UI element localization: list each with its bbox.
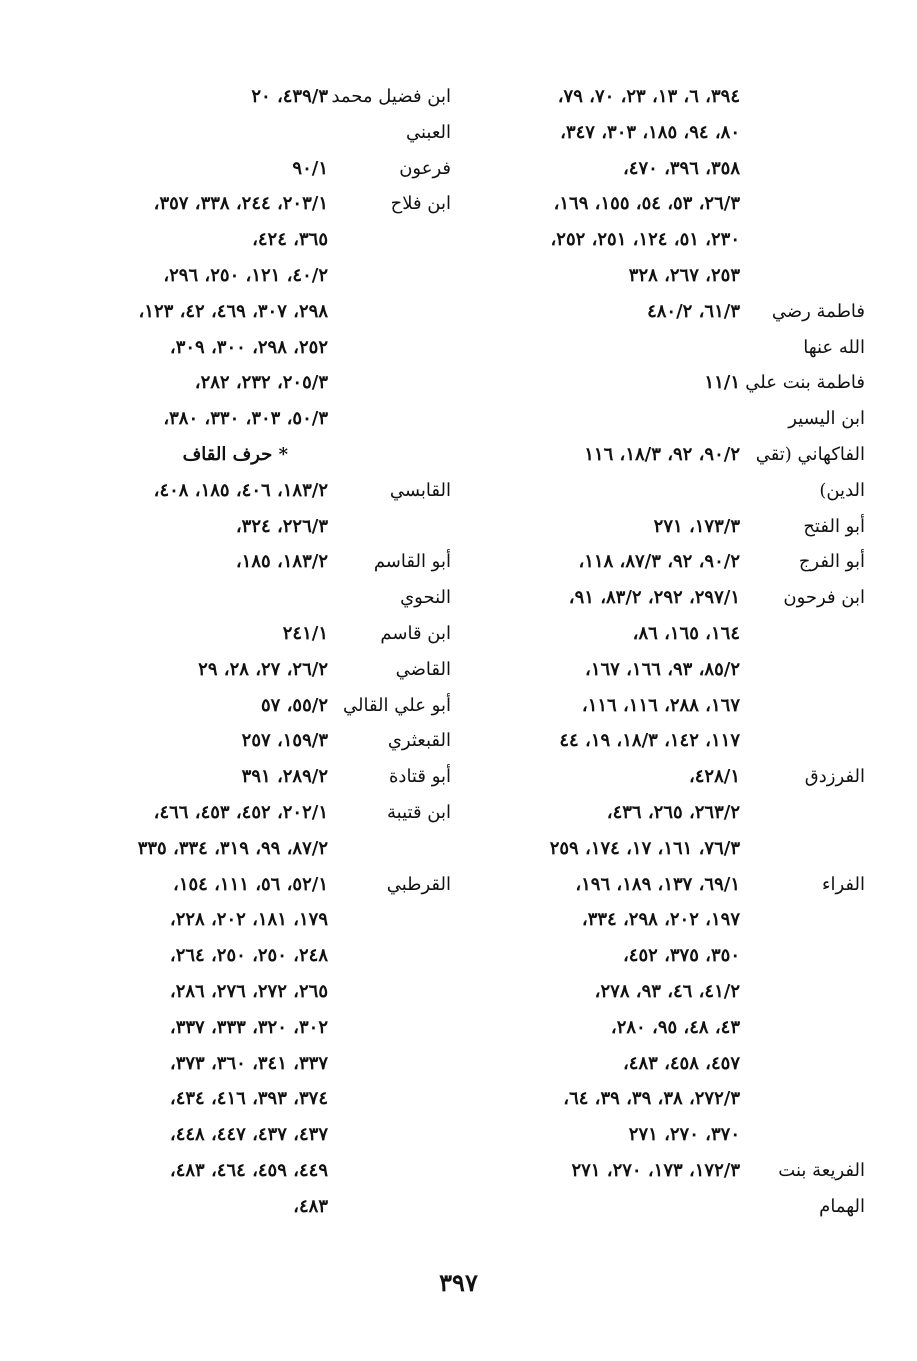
index-entry-refs: ٣٧٠، ٢٧٠، ٢٧١ — [628, 1124, 740, 1146]
index-entry-name: النحوي — [400, 587, 451, 609]
index-entry-name: القبعثري — [387, 730, 451, 752]
index-entry-refs: ١٩٧، ٢٠٢، ٢٩٨، ٣٣٤، — [581, 909, 740, 931]
index-entry-name: القابسي — [389, 479, 451, 501]
index-entry-name: أبو القاسم — [373, 551, 451, 573]
index-entry-refs: ٢٩٨، ٣٠٧، ٤٦٩، ٤٢، ١٢٣، — [138, 300, 328, 322]
index-entry-name: الدين) — [819, 479, 865, 501]
index-entry-refs: ٦١/٣، ٤٨٠/٢ — [647, 300, 740, 322]
index-entry-name: ابن فرحون — [783, 587, 865, 609]
index-entry-refs: ٧٦/٣، ١٦١، ١٧، ١٧٤، ٢٥٩ — [549, 837, 740, 859]
index-entry-refs: ٣٠٢، ٣٢٠، ٣٣٣، ٣٣٧، — [169, 1016, 328, 1038]
index-entry-refs: ١٨٣/٢، ٤٠٦، ١٨٥، ٤٠٨، — [153, 479, 328, 501]
index-entry-name: أبو الفرج — [798, 551, 865, 573]
index-entry-name: فاطمة بنت علي — [745, 372, 865, 394]
index-entry-refs: ٢٢٦/٣، ٣٢٤، — [235, 515, 328, 537]
index-entry-refs: ٢٥٣، ٢٦٧، ٣٢٨ — [628, 265, 740, 286]
index-entry-refs: ٢٤١/١ — [282, 623, 328, 644]
index-entry-name: أبو قتادة — [389, 766, 451, 788]
index-entry-refs: ٢٦/٣، ٥٣، ٥٤، ١٥٥، ١٦٩، — [553, 193, 740, 215]
index-entry-refs: ٢٧٢/٣، ٣٨، ٣٩، ٣٩، ٦٤، — [563, 1088, 740, 1110]
index-entry-refs: ٤٨٣، — [293, 1195, 328, 1217]
index-entry-refs: ٤٥٧، ٤٥٨، ٤٨٣، — [622, 1052, 740, 1074]
index-entry-name: ابن قتيبة — [387, 802, 451, 823]
index-entry-refs: ١٥٩/٣، ٢٥٧ — [241, 730, 328, 752]
index-entry-refs: ١٦٧، ٢٨٨، ١١٦، ١١٦، — [581, 694, 740, 716]
index-entry-refs: ٩٠/١ — [292, 157, 328, 179]
index-entry-name: العبني — [405, 121, 451, 143]
index-entry-refs: ٤٤٩، ٤٥٩، ٤٦٤، ٤٨٣، — [169, 1160, 328, 1181]
index-entry-refs: ٣٥٠، ٣٧٥، ٤٥٢، — [622, 945, 740, 967]
index-entry-refs: ٢٨٩/٢، ٣٩١ — [241, 766, 328, 788]
index-entry-refs: ٣٩٤، ٦، ١٣، ٢٣، ٧٠، ٧٩، — [557, 86, 740, 107]
index-entry-refs: ٣٦٥، ٤٢٤، — [252, 229, 328, 251]
index-entry-refs: ٤٢٨/١، — [688, 766, 740, 788]
index-entry-refs: ٩٠/٢، ٩٢، ١٨/٣، ١١٦ — [584, 444, 740, 465]
index-entry-name: ابن اليسير — [788, 408, 865, 430]
index-entry-refs: ٤٣٧، ٤٣٧، ٤٤٧، ٤٤٨، — [169, 1124, 328, 1146]
index-entry-name: القاضي — [395, 658, 451, 680]
index-entry-name: ابن قاسم — [380, 623, 451, 644]
index-entry-name: الله عنها — [803, 336, 865, 358]
index-entry-refs: ٥٠/٣، ٣٠٣، ٣٣٠، ٣٨٠، — [163, 408, 328, 430]
index-entry-refs: ٨٧/٢، ٩٩، ٣١٩، ٣٣٤، ٣٣٥ — [137, 837, 328, 859]
index-entry-refs: ١٧٩، ١٨١، ٢٠٢، ٢٢٨، — [169, 909, 328, 931]
index-entry-refs: ٢٦٣/٢، ٢٦٥، ٤٣٦، — [606, 802, 740, 823]
index-entry-refs: ١١/١ — [704, 372, 740, 394]
index-entry-refs: ٤٣٩/٣، ٢٠ — [251, 86, 328, 107]
index-entry-name: الفراء — [822, 873, 865, 895]
section-heading: * حرف القاف — [182, 444, 288, 465]
index-entry-refs: ٨٥/٢، ٩٣، ١٦٦، ١٦٧، — [585, 658, 740, 680]
index-entry-refs: ١٧٢/٣، ١٧٣، ٢٧٠، ٢٧١ — [571, 1160, 740, 1181]
index-entry-refs: ٥٥/٢، ٥٧ — [261, 694, 328, 716]
index-entry-refs: ٤٣، ٤٨، ٩٥، ٢٨٠، — [610, 1016, 740, 1038]
page-number: ٣٩٧ — [439, 1268, 478, 1297]
index-entry-refs: ٢٦/٢، ٢٧، ٢٨، ٢٩ — [198, 658, 328, 680]
index-entry-name: القرطبي — [386, 873, 451, 895]
index-entry-refs: ٢٣٠، ٥١، ١٢٤، ٢٥١، ٢٥٢، — [550, 229, 740, 251]
index-entry-refs: ٦٩/١، ١٣٧، ١٨٩، ١٩٦، — [575, 873, 740, 895]
index-entry-name: الفريعة بنت — [778, 1160, 865, 1181]
index-entry-refs: ١٦٤، ١٦٥، ٨٦، — [632, 623, 740, 644]
index-entry-refs: ١٧٣/٣، ٢٧١ — [653, 515, 740, 537]
index-entry-name: ابن فضيل محمد — [331, 86, 451, 107]
index-entry-name: فاطمة رضي — [771, 300, 865, 322]
index-entry-refs: ٢٥٢، ٢٩٨، ٣٠٠، ٣٠٩، — [169, 336, 328, 358]
index-entry-refs: ٣٣٧، ٣٤١، ٣٦٠، ٣٧٣، — [169, 1052, 328, 1074]
index-entry-refs: ٤٠/٢، ١٢١، ٢٥٠، ٢٩٦، — [163, 265, 328, 286]
index-entry-name: أبو علي القالي — [342, 694, 451, 716]
index-entry-refs: ٢٠٢/١، ٤٥٢، ٤٥٣، ٤٦٦، — [153, 802, 328, 823]
index-entry-refs: ٥٢/١، ٥٦، ١١١، ١٥٤، — [173, 873, 328, 895]
index-entry-name: الفرزدق — [804, 766, 865, 788]
index-entry-refs: ٣٥٨، ٣٩٦، ٤٧٠، — [622, 157, 740, 179]
index-entry-refs: ٢٦٥، ٢٧٢، ٢٧٦، ٢٨٦، — [169, 981, 328, 1002]
index-entry-name: الهمام — [819, 1195, 865, 1217]
index-entry-refs: ٩٠/٢، ٩٢، ٨٧/٣، ١١٨، — [578, 551, 740, 573]
index-entry-refs: ٢٠٥/٣، ٢٣٢، ٢٨٢، — [194, 372, 328, 394]
index-entry-refs: ٨٠، ٩٤، ١٨٥، ٣٠٣، ٣٤٧، — [560, 121, 740, 143]
index-entry-refs: ٣٧٤، ٣٩٣، ٤١٦، ٤٣٤، — [169, 1088, 328, 1110]
index-entry-name: فرعون — [399, 157, 451, 179]
index-entry-refs: ٢٩٧/١، ٢٩٢، ٨٣/٢، ٩١، — [568, 587, 740, 609]
index-entry-refs: ٢٤٨، ٢٥٠، ٢٥٠، ٢٦٤، — [169, 945, 328, 967]
index-entry-refs: ٤١/٢، ٤٦، ٩٣، ٢٧٨، — [594, 981, 740, 1002]
index-entry-name: ابن فلاح — [390, 193, 451, 215]
index-entry-refs: ٢٠٣/١، ٢٤٤، ٣٣٨، ٣٥٧، — [153, 193, 328, 215]
index-entry-name: الفاكهاني (تقي — [755, 444, 865, 465]
index-entry-refs: ١٨٣/٢، ١٨٥، — [235, 551, 328, 573]
index-entry-refs: ١١٧، ١٤٢، ١٨/٣، ١٩، ٤٤ — [559, 730, 740, 752]
index-entry-name: أبو الفتح — [803, 515, 865, 537]
